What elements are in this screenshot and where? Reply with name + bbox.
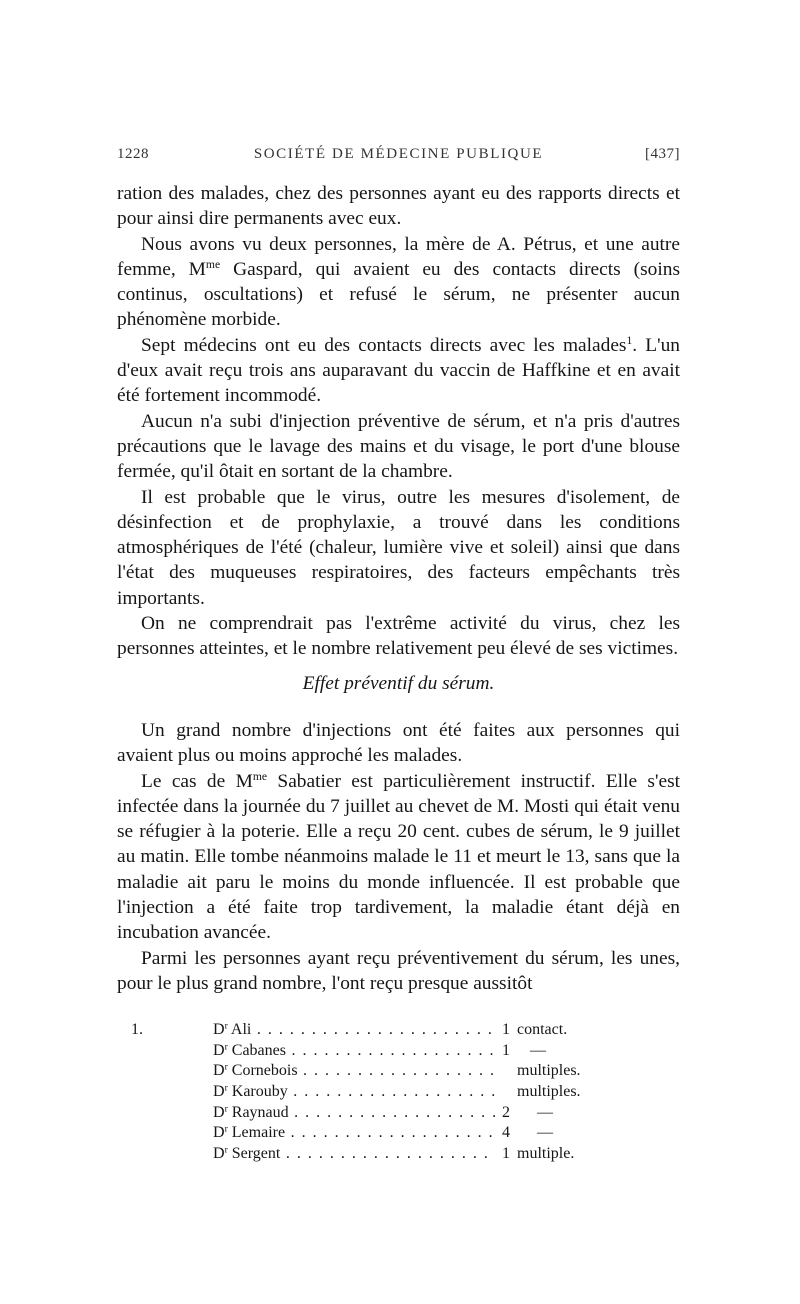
paragraph-8: Le cas de $M^{me}$ Sabatier est particulièrement instructif. Elle s'est infectée dans la journée du 7 juillet au chevet de M. Mosti qui était venu se réfugier à la poterie. Elle a reçu 20 cent. cubes de sérum, le 9 juillet au matin. Elle tombe néanmoins malade le 11 et meurt le 13, sans que la maladie ait paru le moins du monde influencée. Il est probable que l'injection a été faite trop tardivement, la maladie étant déjà en incubation avancée.	[117, 769, 680, 944]
contact-type: —	[537, 1124, 553, 1142]
table-row: $D^r$ Cabanes . . . 1 —	[117, 1041, 597, 1062]
contact-type: contact.	[517, 1021, 568, 1038]
doctor-name: Cornebois	[231, 1062, 298, 1080]
contact-type: —	[537, 1103, 553, 1121]
paragraph-7: Un grand nombre d'injections ont été faites aux personnes qui avaient plus ou moins approché les malades.	[117, 719, 680, 767]
paragraph-5: Il est probable que le virus, outre les mesures d'isolement, de désinfection et de prophylaxie, a trouvé dans les conditions atmosphériques de l'été (chaleur, lumière vive et soleil) ainsi que dans l'état des muqueuses respiratoires, des facteurs empêchants très importants.	[117, 486, 680, 609]
running-header	[117, 146, 680, 170]
table-row: $D^r$ Raynaud . . . 2 —	[117, 1103, 597, 1124]
table-row: $D^r$ Sergent . . . 1 multiple.	[117, 1144, 597, 1165]
paragraph-1: ration des malades, chez des personnes ayant eu des rapports directs et pour ainsi dire permanents avec eux.	[117, 183, 680, 230]
contact-count: 1	[502, 1145, 510, 1163]
paragraph-2: Nous avons vu deux personnes, la mère de A. Pétrus, et une autre femme, $M^{me}$ Gaspard, qui avaient eu des contacts directs (soins continus, oscultations) et refusé le sérum, ne présenter aucun phénomène morbide.	[117, 233, 680, 331]
doctor-name: Raynaud	[231, 1103, 289, 1121]
contact-type: multiple.	[517, 1145, 575, 1163]
doctor-name: Sergent	[231, 1145, 281, 1163]
doctor-name: Ali	[230, 1021, 252, 1038]
table-row: 1. $D^r$ Ali . . . 1 contact.	[117, 1020, 597, 1041]
body-text	[117, 181, 680, 996]
section-heading: Effet préventif du sérum.	[302, 672, 495, 694]
footnote-marker: 1	[626, 333, 633, 347]
contact-count: 2	[502, 1103, 510, 1121]
contact-count: 1	[502, 1041, 510, 1059]
contact-count: 4	[502, 1124, 510, 1142]
running-title: SOCIÉTÉ DE MÉDECINE PUBLIQUE	[253, 146, 544, 162]
doctor-name: Lemaire	[231, 1124, 286, 1142]
paragraph-6: On ne comprendrait pas l'extrême activité du virus, chez les personnes atteintes, et le nombre relativement peu élevé de ses victimes.	[117, 613, 680, 660]
contact-count: 1	[502, 1021, 510, 1038]
page-number: 1228	[117, 146, 149, 162]
contact-type: multiples.	[517, 1083, 581, 1101]
contact-type: multiples.	[517, 1062, 581, 1080]
footnote-number: 1.	[131, 1021, 143, 1038]
paragraph-3: Sept médecins ont eu des contacts directs avec les malades$^1$. L'un d'eux avait reçu trois ans auparavant du vaccin de Haffkine et en avait été fortement incommodé.	[117, 333, 680, 407]
doctor-name: Karouby	[231, 1083, 288, 1101]
paragraph-9: Parmi les personnes ayant reçu préventivement du sérum, les unes, pour le plus grand nombre, l'ont reçu presque aussitôt	[117, 947, 680, 994]
paragraph-4: Aucun n'a subi d'injection préventive de sérum, et n'a pris d'autres précautions que le lavage des mains et du visage, le port d'une blouse fermée, qu'il ôtait en sortant de la chambre.	[117, 410, 680, 483]
doctor-name: Cabanes	[231, 1041, 286, 1059]
table-row: $D^r$ Karouby . . . multiples.	[117, 1082, 597, 1103]
section-reference: [437]	[645, 146, 680, 162]
contact-type: —	[530, 1041, 546, 1059]
table-row: $D^r$ Lemaire . . . 4 —	[117, 1123, 597, 1144]
table-row: $D^r$ Cornebois . . . multiples.	[117, 1061, 597, 1082]
footnote-table	[117, 1020, 597, 1165]
